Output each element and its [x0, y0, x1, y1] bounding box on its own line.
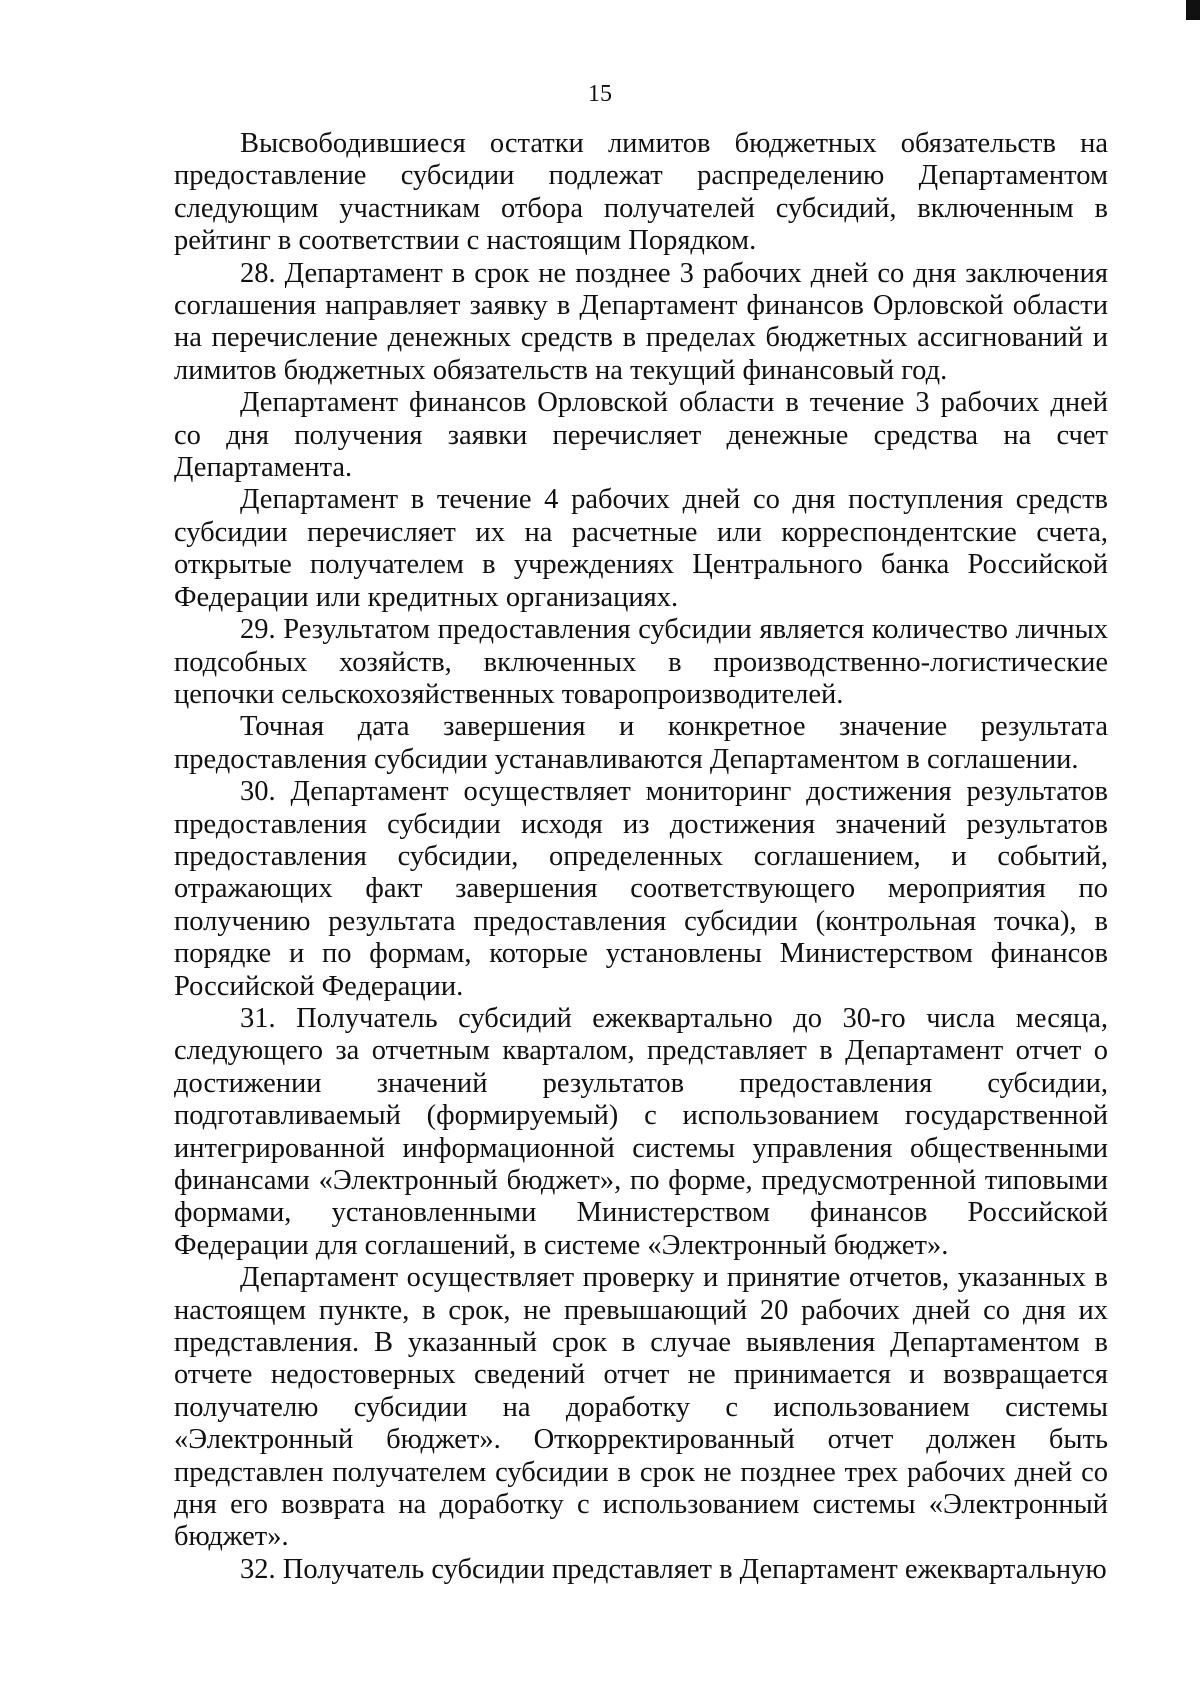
paragraph-32: 32. Получатель субсидии представляет в Департамент ежеквартальную — [240, 1553, 1107, 1585]
paragraph-29: 29. Результатом предоставления субсидии является количество личных подсобных хозяйств, включенных в производственно-логистические цепочки сельскохозяйственных товаропроизводителей. — [174, 614, 1108, 710]
paragraph-28-finance-department: Департамент финансов Орловской области в течение 3 рабочих дней со дня получения заявки перечисляет денежные средства на счет Департамента. — [174, 387, 1108, 484]
paragraph-29-date: Точная дата завершения и конкретное значение результата предоставления субсидии устанавливаются Департаментом в соглашении. — [174, 711, 1108, 775]
paragraph-31-review: Департамент осуществляет проверку и принятие отчетов, указанных в настоящем пункте, в срок, не превышающий 20 рабочих дней со дня их представления. В указанный срок в случае выявления Департаментом в отчете недостоверных сведений отчет не принимается и возвращается получателю субсидии на доработку с использованием системы «Электронный бюджет». Откорректированный отчет должен быть представлен получателем субсидии в срок не позднее трех рабочих дней со дня его возврата на доработку с использованием системы «Электронный бюджет». — [174, 1262, 1108, 1553]
paragraph-remaining-limits: Высвободившиеся остатки лимитов бюджетных обязательств на предоставление субсидии подлежат распределению Департаментом следующим участникам отбора получателей субсидий, включенным в рейтинг в соответствии с настоящим Порядком. — [174, 128, 1108, 257]
page-number: 15 — [588, 81, 612, 107]
paragraph-30: 30. Департамент осуществляет мониторинг достижения результатов предоставления субсидии исходя из достижения значений результатов предоставления субсидии, определенных соглашением, и событий, отражающих факт завершения соответствующего мероприятия по получению результата предоставления субсидии (контрольная точка), в порядке и по формам, которые установлены Министерством финансов Российской Федерации. — [174, 776, 1108, 1002]
paragraph-28: 28. Департамент в срок не позднее 3 рабочих дней со дня заключения соглашения направляет заявку в Департамент финансов Орловской области на перечисление денежных средств в пределах бюджетных ассигнований и лимитов бюджетных обязательств на текущий финансовый год. — [174, 257, 1108, 386]
paragraph-31: 31. Получатель субсидий ежеквартально до 30-го числа месяца, следующего за отчетным кварталом, представляет в Департамент отчет о достижении значений результатов предоставления субсидии, подготавливаемый (формируемый) с использованием государственной интегрированной информационной системы управления общественными финансами «Электронный бюджет», по форме, предусмотренной типовыми формами, установленными Министерством финансов Российской Федерации для соглашений, в системе «Электронный бюджет». — [174, 1002, 1108, 1261]
paragraph-28-transfer: Департамент в течение 4 рабочих дней со дня поступления средств субсидии перечисляет их на расчетные или корреспондентские счета, открытые получателем в учреждениях Центрального банка Российской Федерации или кредитных организациях. — [174, 484, 1108, 613]
document-body — [174, 128, 1108, 1586]
scan-edge-mark — [1186, 0, 1200, 20]
